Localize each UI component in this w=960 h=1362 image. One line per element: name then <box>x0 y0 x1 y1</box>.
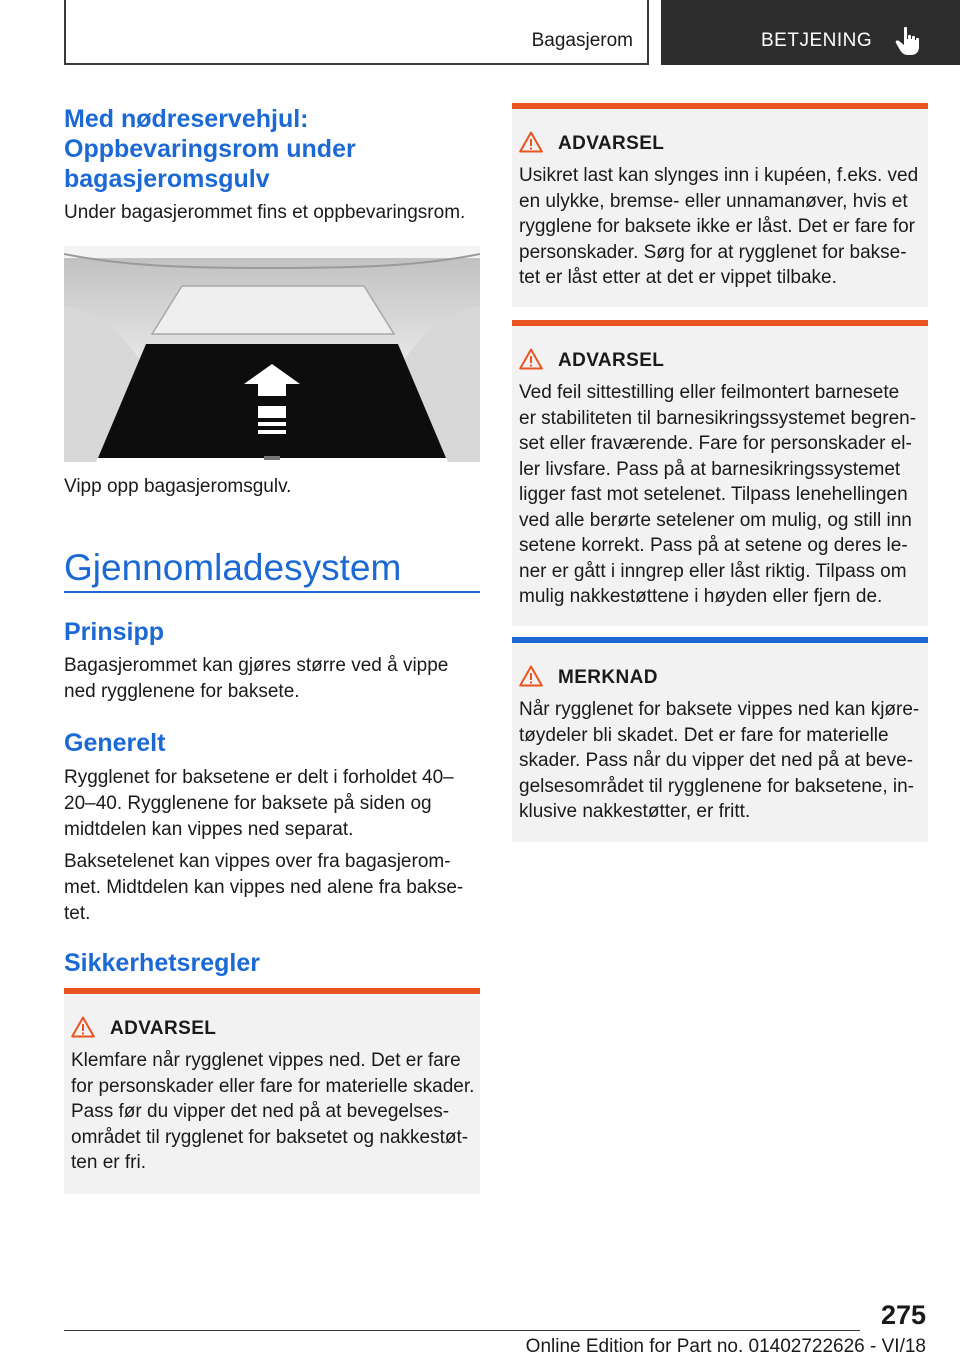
text-line: Pass før du vipper det ned på at bevegelses‐ <box>71 1101 450 1122</box>
text-line: setene korrekt. Pass på at setene og deres le‐ <box>519 535 908 556</box>
warning-text <box>519 380 916 610</box>
chapter-title-rule <box>64 591 480 593</box>
text-line: midtdelen kan vippes ned separat. <box>64 819 354 840</box>
text-line: Bagasjerommet kan gjøres større ved å vippe <box>64 655 449 676</box>
text-line: Når rygglenet for baksete vippes ned kan kjøre‐ <box>519 699 920 720</box>
text-line: Rygglenet for baksetene er delt i forholdet 40– <box>64 767 454 788</box>
text-line: tet. <box>64 903 91 924</box>
text-line: Baksetelenet kan vippes over fra bagasjerom‐ <box>64 851 451 872</box>
text-line: set eller fraværende. Fare for personskader el‐ <box>519 433 912 454</box>
text-line: tet er låst etter at det er vippet tilbake. <box>519 267 837 288</box>
heading-line: bagasjeromsgulv <box>64 165 270 193</box>
warning-box <box>64 988 480 1194</box>
general-heading: Generelt <box>64 729 166 757</box>
principle-text <box>64 653 448 705</box>
text-line: klusive nakkestøtter, er fritt. <box>519 801 751 822</box>
general-paragraph-1 <box>64 765 454 843</box>
principle-heading: Prinsipp <box>64 618 165 646</box>
text-line: ned rygglenene for baksete. <box>64 681 300 702</box>
warning-box <box>512 103 928 307</box>
warning-triangle-icon <box>71 1016 95 1038</box>
warning-bar <box>512 103 928 109</box>
text-line: gelsesområdet til rygglenene for baksetene, in‐ <box>519 775 915 797</box>
pointing-hand-icon <box>895 26 921 56</box>
note-title: MERKNAD <box>558 667 658 688</box>
text-line: ved alle berørte setelener om mulig, og still inn <box>519 509 912 531</box>
spare-wheel-text: Under bagasjerommet fins et oppbevaringsrom. <box>64 202 466 223</box>
warning-title: ADVARSEL <box>110 1018 217 1039</box>
text-line: Usikret last kan slynges inn i kupéen, f.eks. ved <box>519 165 919 186</box>
general-paragraph-2 <box>64 849 463 927</box>
image-caption: Vipp opp bagasjeromsgulv. <box>64 476 292 497</box>
text-line: rygglene for baksete ikke er låst. Det er fare for <box>519 216 916 237</box>
text-line: Klemfare når rygglenet vippes ned. Det er fare <box>71 1050 461 1071</box>
text-line: mulig nakkestøttene i høyden eller fjern de. <box>519 586 883 607</box>
text-line: Ved feil sittestilling eller feilmontert barnesete <box>519 382 900 403</box>
heading-line: Med nødreservehjul: <box>64 105 309 133</box>
warning-triangle-icon <box>519 348 543 370</box>
warning-triangle-icon <box>519 131 543 153</box>
text-line: området til rygglenet for baksetet og nakkestøt‐ <box>71 1126 469 1148</box>
warning-text <box>71 1048 474 1176</box>
header-chapter-tab[interactable] <box>661 0 960 65</box>
header-section-title: Bagasjerom <box>531 30 633 51</box>
text-line: ner er gått i inngrep eller låst riktig. Tilpass om <box>519 560 907 582</box>
warning-box <box>512 320 928 626</box>
warning-title: ADVARSEL <box>558 133 665 154</box>
warning-bar <box>64 988 480 994</box>
spare-wheel-heading <box>64 104 356 194</box>
text-line: for personskader eller fare for materielle skader. <box>71 1075 475 1097</box>
footer-rule <box>64 1330 860 1331</box>
text-line: skader. Pass når du vipper det ned på at beve‐ <box>519 750 913 771</box>
text-line: er stabiliteten til barnesikringssystemet begren‐ <box>519 407 917 429</box>
trunk-floor-illustration <box>64 246 480 462</box>
safety-heading: Sikkerhetsregler <box>64 949 260 977</box>
text-line: en ulykke, bremse- eller unnamanøver, hvis et <box>519 190 908 212</box>
page-number: 275 <box>880 1300 926 1330</box>
warning-text <box>519 163 918 291</box>
text-line: tøydeler bli skadet. Det er fare for materielle <box>519 724 889 746</box>
header-section-box <box>64 0 649 65</box>
warning-bar <box>512 320 928 326</box>
text-line: ten er fri. <box>71 1152 146 1173</box>
note-box <box>512 637 928 842</box>
warning-title: ADVARSEL <box>558 350 665 371</box>
text-line: ligger fast mot setelenet. Tilpass lenehellingen <box>519 484 908 505</box>
text-line: met. Midtdelen kan vippes ned alene fra bakse‐ <box>64 877 464 898</box>
text-line: 20–40. Rygglenene for baksete på siden og <box>64 793 432 814</box>
text-line: ler livsfare. Pass på at barnesikringssystemet <box>519 458 901 480</box>
notice-triangle-icon <box>519 665 543 687</box>
footer-edition: Online Edition for Part no. 01402722626 - VI/18 <box>525 1336 926 1357</box>
chapter-title: Gjennomladesystem <box>64 547 402 588</box>
heading-line: Oppbevaringsrom under <box>64 135 356 163</box>
text-line: personskader. Sørg for at rygglenet for bakse‐ <box>519 241 907 263</box>
note-bar <box>512 637 928 643</box>
header-chapter-title: BETJENING <box>761 30 873 51</box>
note-text <box>519 697 919 825</box>
